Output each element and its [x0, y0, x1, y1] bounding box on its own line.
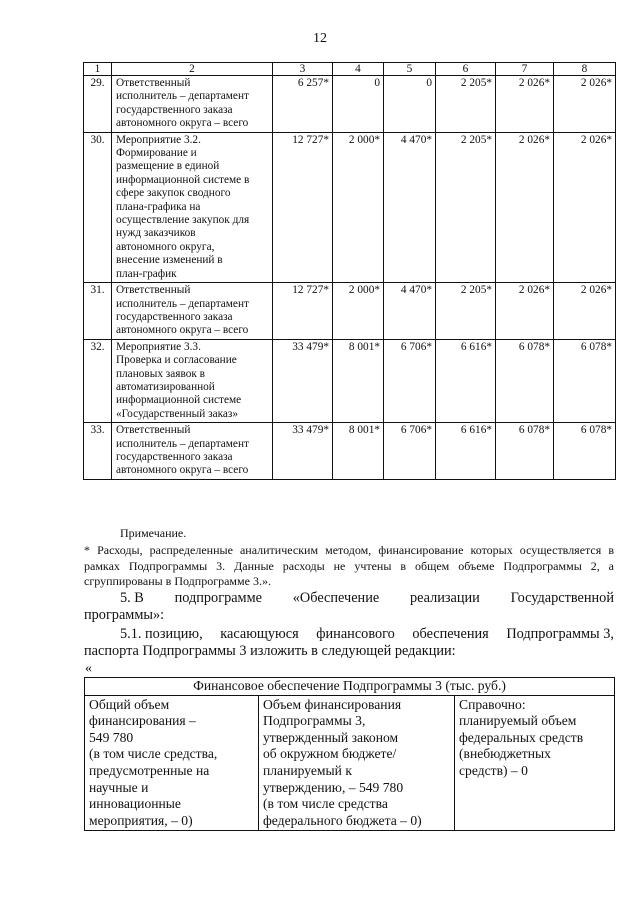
funding-table [83, 62, 616, 480]
value-cell: 6 616* [436, 339, 496, 422]
description-line: план-график [116, 267, 177, 280]
finance-reference-line: планируемый объем [459, 713, 577, 729]
item-5-word: Государственной [510, 590, 614, 606]
description-line: информационной системе [116, 394, 242, 407]
finance-total-line: инновационные [89, 796, 181, 812]
item-5-line-2: программы»: [84, 607, 165, 623]
column-header: 5 [384, 63, 436, 76]
item-5-1-line-1 [84, 626, 614, 643]
column-header: 4 [333, 63, 384, 76]
value-cell: 4 470* [384, 283, 436, 340]
item-5-line-1 [84, 590, 614, 607]
table-row [84, 132, 616, 282]
description-line: исполнитель – департамент [116, 90, 249, 103]
description-line: нужд заказчиков [116, 227, 196, 240]
item-5-1-word: касающуюся [220, 626, 299, 642]
description-line: автономного округа – всего [116, 324, 249, 337]
finance-total-line: (в том числе средства, [89, 746, 218, 762]
item-5-1-word: 5.1. позицию, [120, 626, 203, 642]
item-5-1-line-2: паспорта Подпрограммы 3 изложить в следующей редакции: [84, 643, 456, 659]
value-cell: 33 479* [273, 339, 333, 422]
row-number: 31. [84, 283, 112, 340]
value-cell: 4 470* [384, 132, 436, 282]
finance-total-cell [85, 695, 259, 831]
note-title: Примечание. [120, 526, 187, 540]
finance-reference-cell [455, 695, 615, 831]
description-line: государственного заказа [116, 450, 233, 463]
value-cell: 6 078* [496, 339, 554, 422]
finance-approved-line: (в том числе средства [263, 796, 388, 812]
row-number: 32. [84, 339, 112, 422]
item-5 [84, 590, 614, 624]
value-cell: 2 000* [333, 283, 384, 340]
value-cell: 6 078* [554, 423, 616, 480]
value-cell: 2 026* [554, 76, 616, 133]
item-5-1 [84, 626, 614, 660]
description-line: сфере закупок сводного [116, 187, 231, 200]
value-cell: 2 205* [436, 283, 496, 340]
description-line: осуществление закупок для [116, 214, 250, 227]
description-line: информационной системе в [116, 173, 250, 186]
value-cell: 6 616* [436, 423, 496, 480]
row-description [112, 423, 273, 480]
description-line: Мероприятие 3.2. [116, 133, 201, 146]
description-line: Ответственный [116, 424, 191, 437]
value-cell: 6 706* [384, 339, 436, 422]
finance-approved-line: об окружном бюджете/ [263, 746, 397, 762]
page-number: 12 [313, 31, 327, 46]
item-5-word: «Обеспечение [292, 590, 380, 606]
column-header: 2 [112, 63, 273, 76]
value-cell: 2 026* [554, 132, 616, 282]
column-header: 8 [554, 63, 616, 76]
value-cell: 8 001* [333, 423, 384, 480]
value-cell: 6 257* [273, 76, 333, 133]
description-line: «Государственный заказ» [116, 407, 239, 420]
note-text: * Расходы, распределенные аналитическим методом, финансирование которых осуществляется в рамках Подпрограммы 3. Данные расходы не учтены в общем объеме Подпрограммы 2, а сгруппированы в Подпрограмме 3.». [84, 543, 614, 588]
row-number: 29. [84, 76, 112, 133]
finance-reference-line: Справочно: [459, 696, 526, 712]
value-cell: 33 479* [273, 423, 333, 480]
finance-total-line: 549 780 [89, 729, 134, 745]
description-line: плана-графика на [116, 200, 201, 213]
finance-approved-line: утверждению, – 549 780 [263, 779, 404, 795]
description-line: Формирование и [116, 147, 197, 160]
description-line: государственного заказа [116, 103, 233, 116]
value-cell: 2 026* [496, 76, 554, 133]
table-row [84, 339, 616, 422]
description-line: внесение изменений в [116, 254, 223, 267]
finance-total-line: предусмотренные на [89, 762, 210, 778]
finance-reference-line: средств) – 0 [459, 762, 528, 778]
finance-approved-line: утвержденный законом [263, 729, 399, 745]
finance-approved-line: федерального бюджета – 0) [263, 812, 422, 828]
value-cell: 2 026* [554, 283, 616, 340]
value-cell: 6 706* [384, 423, 436, 480]
row-description [112, 132, 273, 282]
description-line: автономного округа, [116, 240, 215, 253]
finance-table [84, 677, 615, 831]
column-header: 6 [436, 63, 496, 76]
value-cell: 12 727* [273, 132, 333, 282]
item-5-1-word: обеспечения [412, 626, 489, 642]
value-cell: 2 205* [436, 76, 496, 133]
row-description [112, 339, 273, 422]
table-row [84, 76, 616, 133]
item-5-word: 5. В [120, 590, 144, 606]
table-row [84, 423, 616, 480]
finance-title: Финансовое обеспечение Подпрограммы 3 (тыс. руб.) [85, 678, 615, 696]
finance-approved-cell [259, 695, 455, 831]
value-cell: 6 078* [554, 339, 616, 422]
value-cell: 6 078* [496, 423, 554, 480]
column-header: 3 [273, 63, 333, 76]
value-cell: 2 205* [436, 132, 496, 282]
column-header: 7 [496, 63, 554, 76]
description-line: Мероприятие 3.3. [116, 340, 201, 353]
value-cell: 2 026* [496, 132, 554, 282]
finance-approved-line: Объем финансирования [263, 696, 402, 712]
finance-total-line: Общий объем [89, 696, 170, 712]
description-line: исполнитель – департамент [116, 437, 249, 450]
finance-approved-line: Подпрограммы 3, [263, 713, 366, 729]
description-line: автоматизированной [116, 380, 215, 393]
header-row [84, 63, 616, 76]
table-row [84, 283, 616, 340]
row-number: 33. [84, 423, 112, 480]
row-description [112, 283, 273, 340]
value-cell: 0 [333, 76, 384, 133]
value-cell: 0 [384, 76, 436, 133]
description-line: автономного округа – всего [116, 464, 249, 477]
item-5-word: подпрограмме [174, 590, 263, 606]
value-cell: 12 727* [273, 283, 333, 340]
finance-approved-line: планируемый к [263, 762, 352, 778]
column-header: 1 [84, 63, 112, 76]
description-line: Ответственный [116, 77, 191, 89]
finance-total-line: мероприятия, – 0) [89, 812, 193, 828]
value-cell: 8 001* [333, 339, 384, 422]
item-5-1-word: Подпрограммы 3, [506, 626, 614, 642]
item-5-1-word: финансового [316, 626, 395, 642]
value-cell: 2 026* [496, 283, 554, 340]
opening-quote: « [85, 661, 92, 676]
description-line: Ответственный [116, 284, 191, 297]
row-number: 30. [84, 132, 112, 282]
description-line: исполнитель – департамент [116, 297, 249, 310]
finance-total-line: научные и [89, 779, 149, 795]
description-line: государственного заказа [116, 310, 233, 323]
finance-total-line: финансирования – [89, 713, 196, 729]
item-5-word: реализации [409, 590, 480, 606]
finance-reference-line: (внебюджетных [459, 746, 551, 762]
description-line: Проверка и согласование [116, 354, 237, 367]
finance-reference-line: федеральных средств [459, 729, 584, 745]
value-cell: 2 000* [333, 132, 384, 282]
description-line: размещение в единой [116, 160, 220, 173]
description-line: автономного округа – всего [116, 117, 249, 130]
description-line: плановых заявок в [116, 367, 206, 380]
row-description [112, 76, 273, 133]
